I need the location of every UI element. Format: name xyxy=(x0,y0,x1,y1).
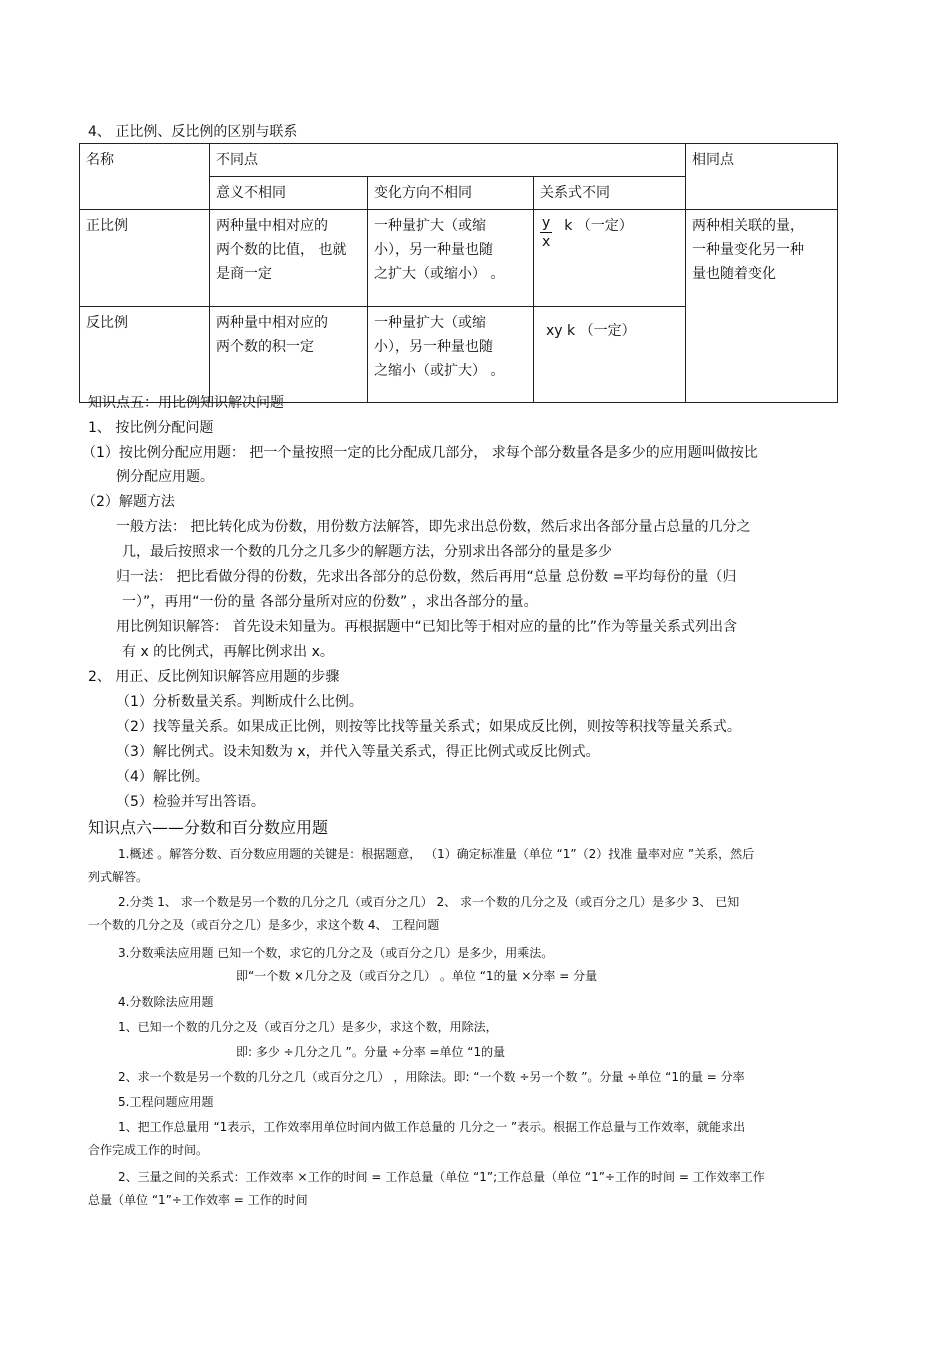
fraction: $\frac{y}{x}$ xyxy=(542,215,551,250)
kp5-item2: 2、 用正、反比例知识解答应用题的步骤 xyxy=(88,669,340,685)
step-text: （2）找等量关系。如果成正比例，则按等比找等量关系式；如果成反比例，则按等积找等量关系式。 xyxy=(116,719,741,735)
kp6-text: 3.分数乘法应用题 已知一个数，求它的几分之及（或百分之几）是多少，用乘法。 xyxy=(118,946,554,960)
method-text: 一）”，再用“一份的量 各部分量所对应的份数” ，求出各部分的量。 xyxy=(122,594,538,610)
comparison-table xyxy=(79,143,838,403)
kp5-text: （1）按比例分配应用题： 把一个量按照一定的比分配成几部分， 求每个部分数量各是多少的应用题叫做按比 xyxy=(82,445,758,461)
kp6-text: 即: 多少 ÷几分之几 ”。分量 ÷分率 =单位 “1的量 xyxy=(236,1045,506,1059)
row-name: 正比例 xyxy=(80,210,210,307)
kp6-text: 1.概述 。解答分数、百分数应用题的关键是：根据题意， （1）确定标准量（单位 “1”（2）找准 量率对应 ”关系，然后 xyxy=(118,847,755,861)
kp5-item1: 1、 按比例分配问题 xyxy=(88,420,214,436)
same-cell: 两种相关联的量， 一种量变化另一种 量也随着变化 xyxy=(686,210,838,403)
kp6-text: 4.分数除法应用题 xyxy=(118,995,214,1009)
kp6-text: 合作完成工作的时间。 xyxy=(88,1143,209,1157)
kp6-text: 总量（单位 “1”÷工作效率 = 工作的时间 xyxy=(88,1193,308,1207)
section-title: 4、 正比例、反比例的区别与联系 xyxy=(88,124,298,140)
kp6-text: 5.工程问题应用题 xyxy=(118,1095,214,1109)
row-name: 反比例 xyxy=(80,307,210,403)
header-diff: 不同点 xyxy=(210,144,686,177)
method-text: 归一法： 把比看做分得的份数，先求出各部分的总份数，然后再用“总量 总份数 =平均每份的量（归 xyxy=(116,569,737,585)
row-meaning: 两种量中相对应的 两个数的积一定 xyxy=(210,307,368,403)
kp6-text: 即“一个数 ×几分之及（或百分之几） 。单位 “1的量 ×分率 = 分量 xyxy=(236,969,598,983)
kp5-subtitle: （2）解题方法 xyxy=(82,494,175,510)
kp6-text: 2.分类 1、 求一个数是另一个数的几分之几（或百分之几） 2、 求一个数的几分之及（或百分之几）是多少 3、 已知 xyxy=(118,895,740,909)
header-direction: 变化方向不相同 xyxy=(368,177,534,210)
kp6-text: 2、三量之间的关系式：工作效率 ×工作的时间 = 工作总量（单位 “1”;工作总量（单位 “1”÷工作的时间 = 工作效率工作 xyxy=(118,1170,765,1184)
method-text: 用比例知识解答： 首先设未知量为。再根据题中“已知比等于相对应的量的比”作为等量关系式列出含 xyxy=(116,619,737,635)
step-text: （1）分析数量关系。判断成什么比例。 xyxy=(116,694,363,710)
kp5-title: 知识点五：用比例知识解决问题 xyxy=(88,395,284,411)
row-formula: $\frac{y}{x}$ k （一定） xyxy=(534,210,686,307)
step-text: （4）解比例。 xyxy=(116,769,209,785)
kp5-text: 例分配应用题。 xyxy=(116,469,214,485)
row-meaning: 两种量中相对应的 两个数的比值， 也就 是商一定 xyxy=(210,210,368,307)
table-row xyxy=(80,210,838,307)
method-text: 一般方法： 把比转化成为份数，用份数方法解答，即先求出总份数，然后求出各部分量占总量的几分之 xyxy=(116,519,751,535)
kp6-text: 2、求一个数是另一个数的几分之几（或百分之几） ，用除法。即: “一个数 ÷另一个数 ”。分量 ÷单位 “1的量 = 分率 xyxy=(118,1070,745,1084)
row-formula: xy k （一定） xyxy=(534,307,686,403)
header-meaning: 意义不相同 xyxy=(210,177,368,210)
header-formula: 关系式不同 xyxy=(534,177,686,210)
kp6-text: 列式解答。 xyxy=(88,870,149,884)
step-text: （5）检验并写出答语。 xyxy=(116,794,265,810)
method-text: 几，最后按照求一个数的几分之几多少的解题方法，分别求出各部分的量是多少 xyxy=(122,544,612,560)
kp6-text: 1、已知一个数的几分之及（或百分之几）是多少，求这个数，用除法， xyxy=(118,1020,498,1034)
kp6-text: 1、把工作总量用 “1表示，工作效率用单位时间内做工作总量的 几分之一 ”表示。根据工作总量与工作效率，就能求出 xyxy=(118,1120,746,1134)
row-direction: 一种量扩大（或缩 小），另一种量也随 之缩小（或扩大） 。 xyxy=(368,307,534,403)
kp6-title: 知识点六——分数和百分数应用题 xyxy=(88,818,329,837)
method-text: 有 x 的比例式，再解比例求出 x。 xyxy=(122,644,334,660)
header-same: 相同点 xyxy=(686,144,838,210)
row-direction: 一种量扩大（或缩 小），另一种量也随 之扩大（或缩小） 。 xyxy=(368,210,534,307)
step-text: （3）解比例式。设未知数为 x，并代入等量关系式，得正比例式或反比例式。 xyxy=(116,744,600,760)
header-name: 名称 xyxy=(80,144,210,210)
kp6-text: 一个数的几分之及（或百分之几）是多少，求这个数 4、 工程问题 xyxy=(88,918,440,932)
